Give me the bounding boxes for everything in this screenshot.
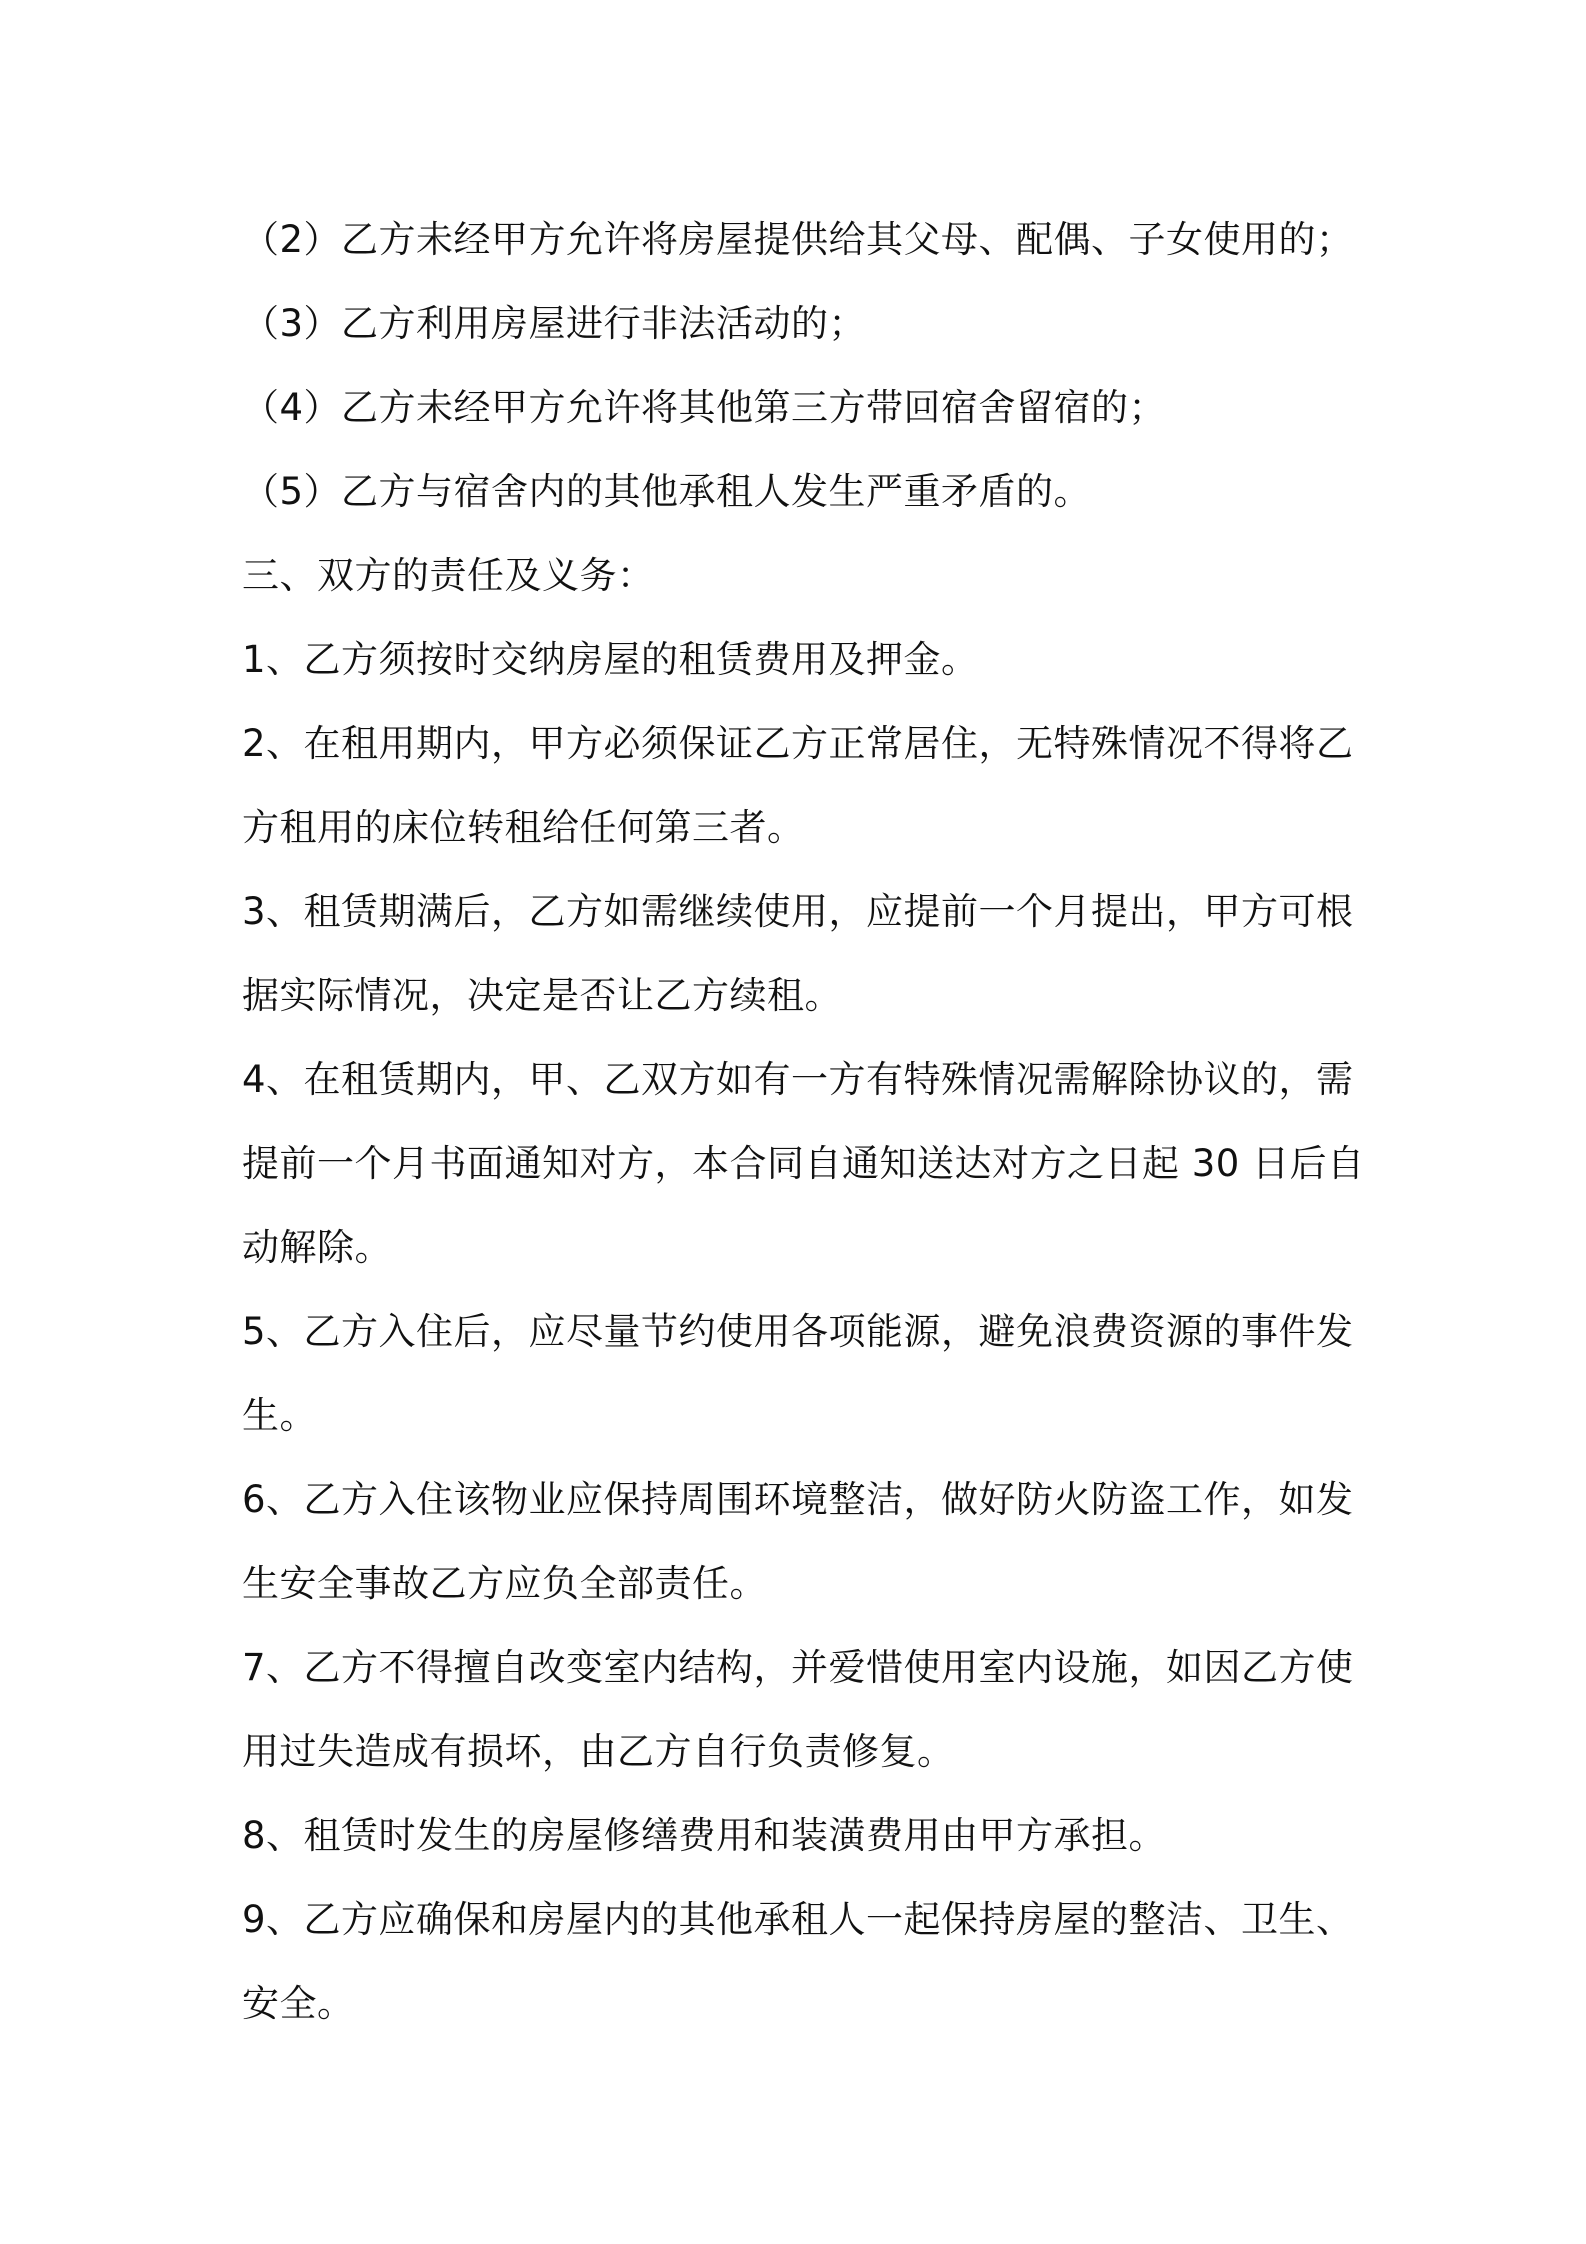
clause-2-5: （5）乙方与宿舍内的其他承租人发生严重矛盾的。 [242,470,1092,513]
clause-2-4: （4）乙方未经甲方允许将其他第三方带回宿舍留宿的； [242,386,1167,429]
clause-3-6-line-2: 生安全事故乙方应负全部责任。 [242,1562,767,1605]
clause-2-3: （3）乙方利用房屋进行非法活动的； [242,302,867,345]
clause-3-3-line-1: 3、租赁期满后，乙方如需继续使用，应提前一个月提出，甲方可根 [242,890,1354,933]
clause-3-2-line-1: 2、在租用期内，甲方必须保证乙方正常居住，无特殊情况不得将乙 [242,722,1354,765]
clause-3-4-line-1: 4、在租赁期内，甲、乙双方如有一方有特殊情况需解除协议的，需 [242,1058,1354,1101]
clause-3-9-line-1: 9、乙方应确保和房屋内的其他承租人一起保持房屋的整洁、卫生、 [242,1898,1354,1941]
clause-3-6-line-1: 6、乙方入住该物业应保持周围环境整洁，做好防火防盗工作，如发 [242,1478,1354,1521]
clause-3-8: 8、租赁时发生的房屋修缮费用和装潢费用由甲方承担。 [242,1814,1167,1857]
clause-3-3-line-2: 据实际情况，决定是否让乙方续租。 [242,974,842,1017]
section-heading-3: 三、双方的责任及义务： [242,554,655,597]
clause-3-7-line-1: 7、乙方不得擅自改变室内结构，并爱惜使用室内设施，如因乙方使 [242,1646,1354,1689]
clause-3-4-line-2: 提前一个月书面通知对方，本合同自通知送达对方之日起 30 日后自 [242,1142,1365,1185]
document-body [242,198,1365,2046]
clause-2-2: （2）乙方未经甲方允许将房屋提供给其父母、配偶、子女使用的； [242,218,1354,261]
clause-3-9-line-2: 安全。 [242,1982,355,2025]
clause-3-5-line-2: 生。 [242,1394,317,1437]
clause-3-5-line-1: 5、乙方入住后，应尽量节约使用各项能源，避免浪费资源的事件发 [242,1310,1354,1353]
clause-3-1: 1、乙方须按时交纳房屋的租赁费用及押金。 [242,638,979,681]
clause-3-4-line-3: 动解除。 [242,1226,392,1269]
clause-3-2-line-2: 方租用的床位转租给任何第三者。 [242,806,805,849]
clause-3-7-line-2: 用过失造成有损坏，由乙方自行负责修复。 [242,1730,955,1773]
